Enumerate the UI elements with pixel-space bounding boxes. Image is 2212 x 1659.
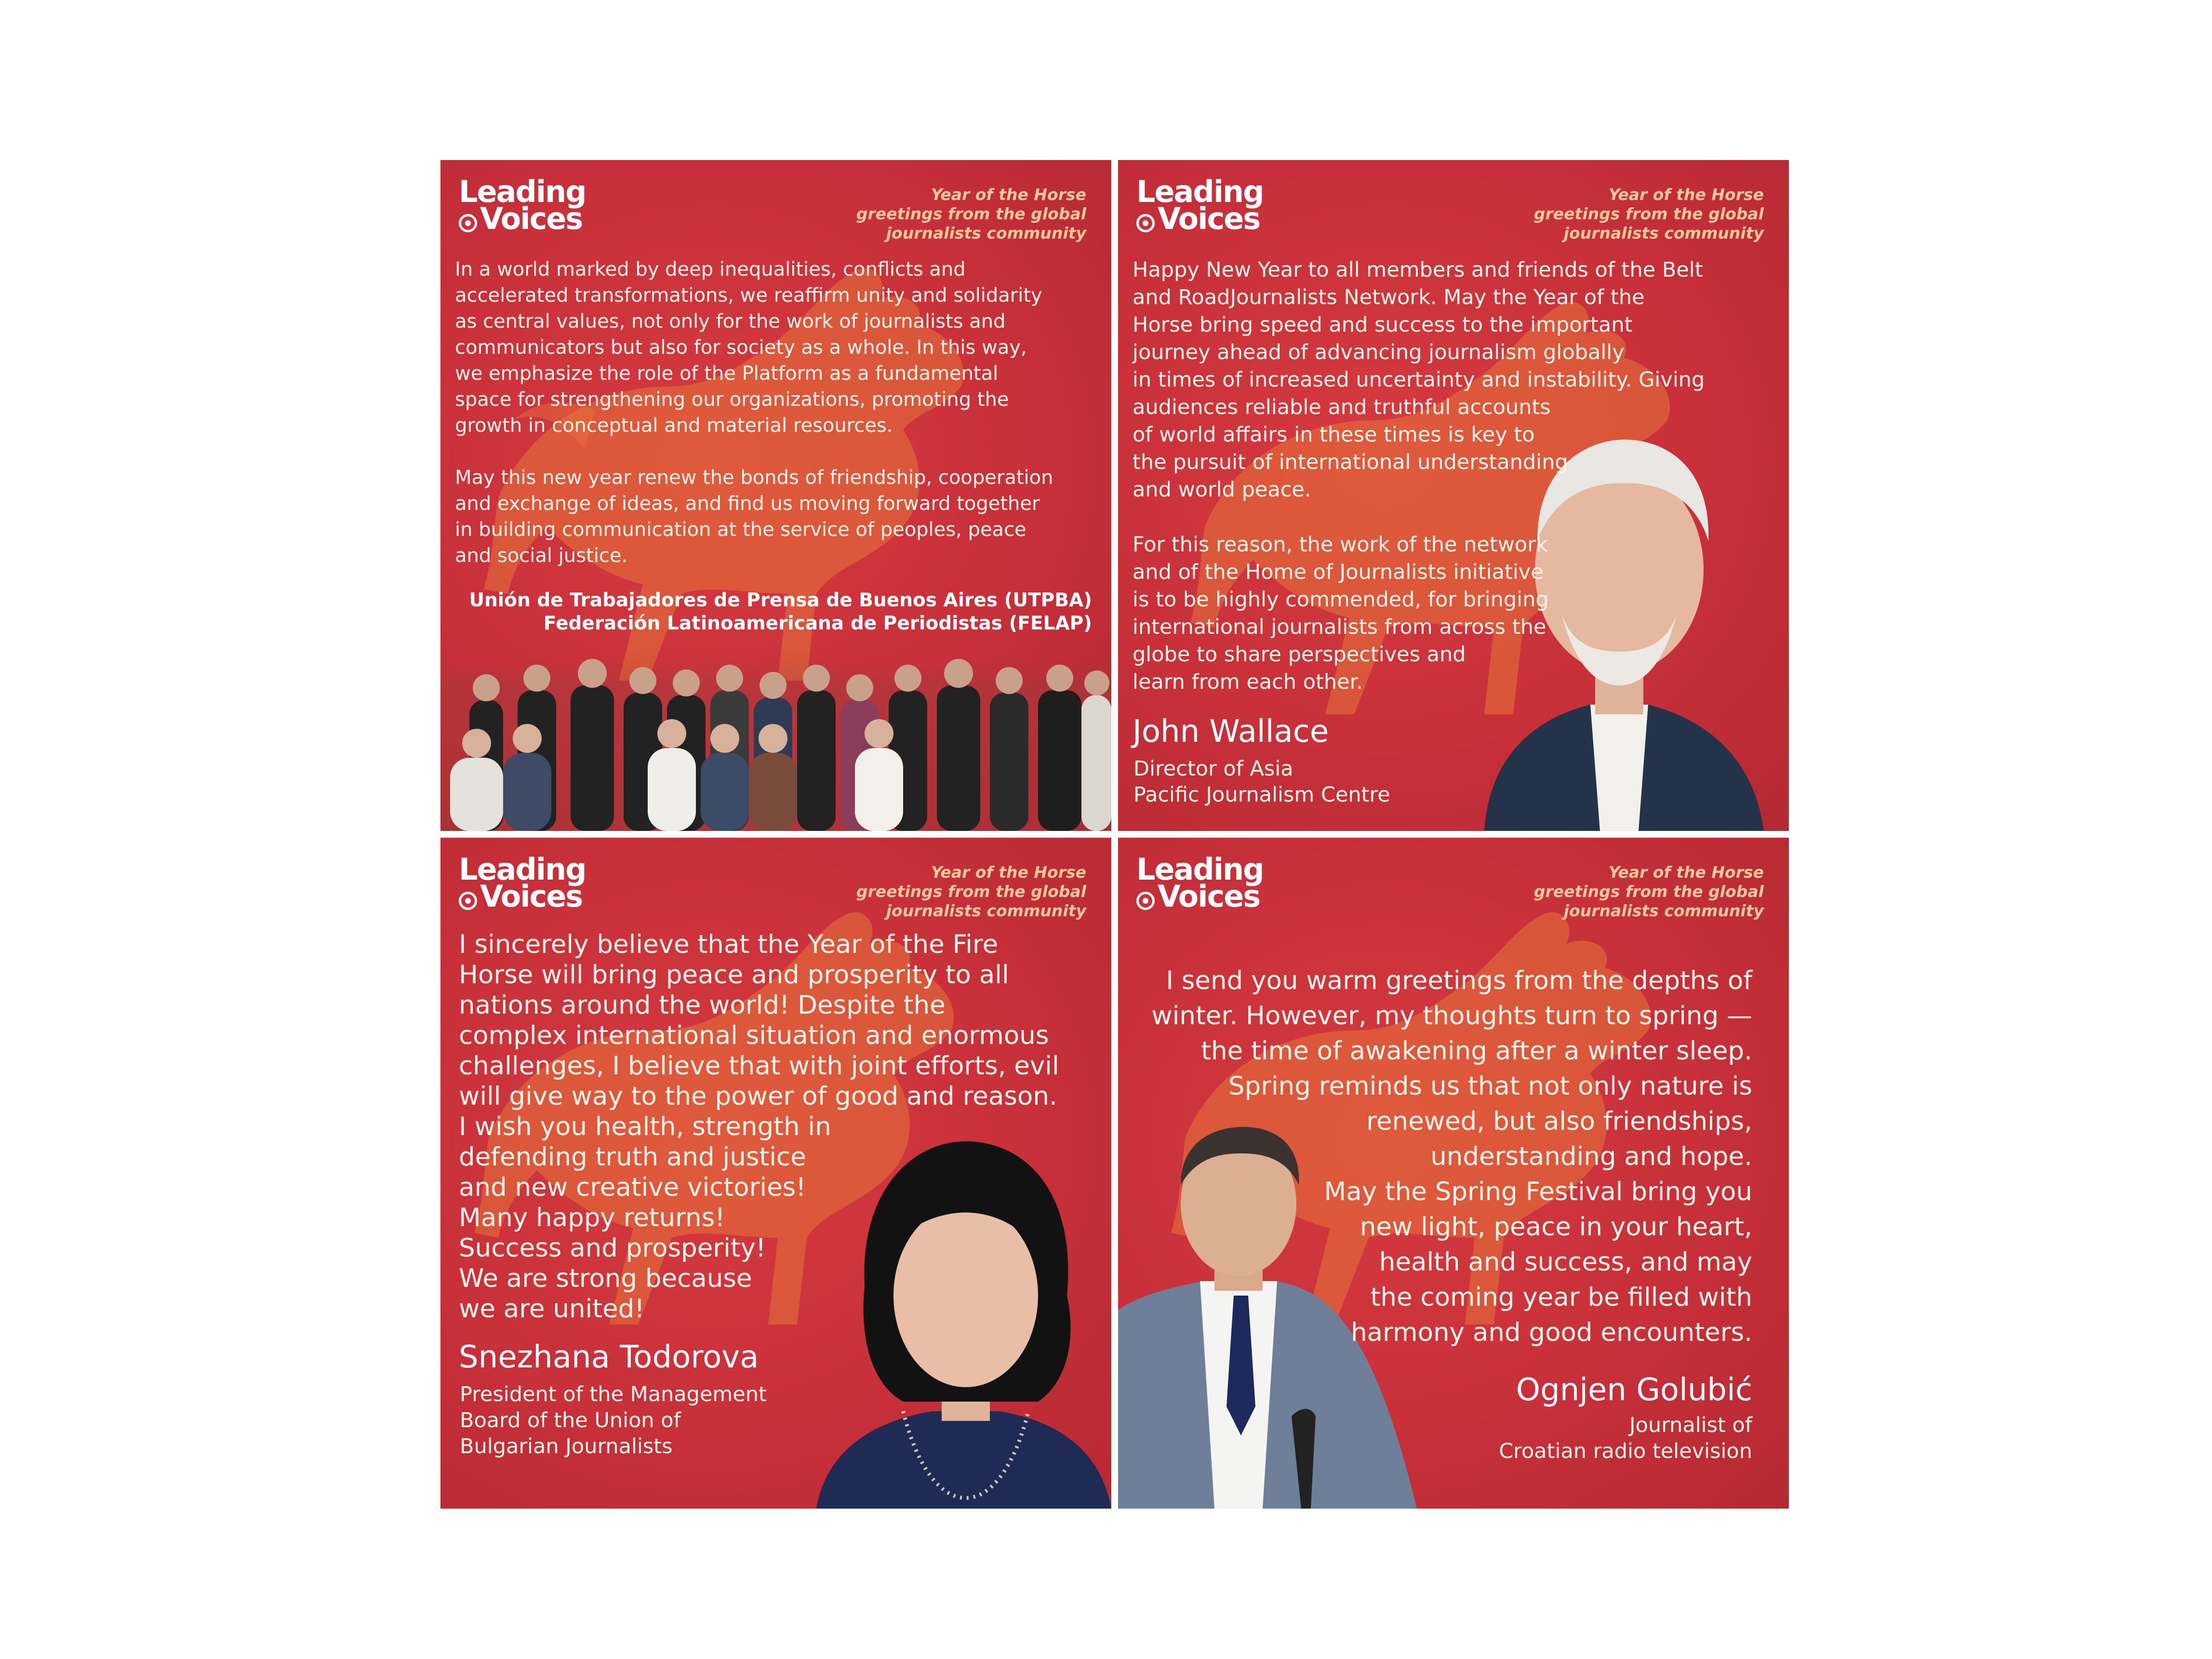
text-line: nations around the world! Despite the: [459, 990, 946, 1020]
tagline-line: Year of the Horse: [1608, 863, 1764, 882]
author-role: [1133, 756, 1390, 808]
text-line: of world affairs in these times is key to: [1133, 423, 1535, 447]
tagline-line: journalists community: [1563, 901, 1764, 920]
tagline-line: greetings from the global: [1533, 204, 1764, 223]
author-name: John Wallace: [1133, 714, 1329, 749]
text-line: the time of awakening after a winter sleep.: [1201, 1036, 1752, 1066]
text-line: For this reason, the work of the network: [1133, 533, 1548, 557]
text-line: and new creative victories!: [459, 1173, 806, 1202]
text-line: and world peace.: [1133, 478, 1311, 502]
greeting-text: [455, 256, 1101, 595]
tagline-line: journalists community: [1563, 224, 1764, 242]
greeting-text: [459, 929, 1105, 1324]
greetings-collage: [435, 154, 1784, 1504]
text-line: health and success, and may: [1379, 1247, 1752, 1277]
text-line: as central values, not only for the work of journalists and: [455, 310, 1006, 333]
tagline: [836, 185, 1086, 243]
role-line: Bulgarian Journalists: [460, 1434, 673, 1458]
greeting-card-snezhana-todorova: [440, 838, 1111, 1509]
text-line: I send you warm greetings from the depths of: [1166, 966, 1752, 995]
logo-text-line2: Voices: [480, 201, 583, 236]
role-line: President of the Management: [460, 1382, 767, 1406]
text-line: complex international situation and enormous: [459, 1021, 1049, 1050]
organization-signature: [469, 589, 1092, 635]
author-name: Ognjen Golubić: [1516, 1372, 1752, 1408]
text-line: is to be highly commended, for bringing: [1133, 588, 1549, 612]
text-line: in times of increased uncertainty and instability. Giving: [1133, 368, 1705, 392]
logo-text-line1: Leading: [1136, 852, 1264, 887]
tagline-line: greetings from the global: [856, 204, 1086, 223]
text-line: and exchange of ideas, and find us moving forward together: [455, 493, 1040, 515]
greeting-text: [1133, 256, 1778, 696]
text-line: and of the Home of Journalists initiative: [1133, 560, 1544, 584]
tagline: [1513, 863, 1764, 921]
group-photo: [440, 647, 1111, 831]
greeting-card-john-wallace: [1118, 160, 1789, 831]
text-line: Success and prosperity!: [459, 1233, 766, 1263]
text-line: the coming year be filled with: [1370, 1283, 1752, 1312]
tagline-line: Year of the Horse: [1608, 185, 1764, 204]
text-line: renewed, but also friendships,: [1366, 1107, 1752, 1136]
logo-text-line1: Leading: [459, 852, 586, 887]
text-line: audiences reliable and truthful accounts: [1133, 395, 1551, 419]
greeting-card-ognjen-golubic: [1118, 838, 1789, 1509]
text-line: We are strong because: [459, 1264, 752, 1293]
text-line: Many happy returns!: [459, 1203, 725, 1232]
tagline-line: Year of the Horse: [931, 863, 1086, 882]
text-line: defending truth and justice: [459, 1142, 806, 1172]
text-line: new light, peace in your heart,: [1359, 1212, 1752, 1242]
logo-text-line1: Leading: [1136, 174, 1264, 209]
text-line: In a world marked by deep inequalities, conflicts and: [455, 258, 966, 281]
text-line: globe to share perspectives and: [1133, 642, 1466, 667]
leading-voices-logo: [1136, 852, 1266, 919]
leading-voices-logo: [459, 852, 589, 919]
logo-text-line2: Voices: [1158, 201, 1260, 236]
tagline-line: greetings from the global: [856, 882, 1086, 901]
text-line: we emphasize the role of the Platform as a fundamental: [455, 362, 999, 385]
radio-wave-icon: [459, 214, 477, 232]
tagline-line: journalists community: [886, 901, 1086, 920]
logo-text-line2: Voices: [1158, 879, 1260, 914]
author-role: [460, 1381, 767, 1459]
text-line: Horse will bring peace and prosperity to all: [459, 960, 1009, 990]
text-line: I wish you health, strength in: [459, 1112, 831, 1141]
radio-wave-icon: [1136, 214, 1155, 232]
text-line: May the Spring Festival bring you: [1324, 1177, 1752, 1206]
role-line: Journalist of: [1629, 1413, 1752, 1437]
text-line: international journalists from across the: [1133, 615, 1546, 639]
text-line: we are united!: [459, 1294, 645, 1324]
tagline: [836, 863, 1086, 921]
author-role: [1499, 1412, 1752, 1464]
text-line: will give way to the power of good and reason.: [459, 1082, 1057, 1111]
text-line: and RoadJournalists Network. May the Year of the: [1133, 285, 1645, 309]
greeting-paragraph: [455, 256, 1101, 439]
greeting-paragraph: [455, 465, 1101, 569]
text-line: May this new year renew the bonds of friendship, cooperation: [455, 467, 1053, 489]
text-line: winter. However, my thoughts turn to spring —: [1151, 1001, 1752, 1030]
text-line: communicators but also for society as a whole. In this way,: [455, 336, 1027, 359]
radio-wave-icon: [459, 892, 477, 910]
text-line: journey ahead of advancing journalism globally: [1133, 340, 1625, 364]
role-line: Croatian radio television: [1499, 1439, 1752, 1463]
leading-voices-logo: [459, 174, 589, 241]
author-name: Snezhana Todorova: [459, 1339, 759, 1375]
tagline-line: journalists community: [886, 224, 1086, 242]
text-line: growth in conceptual and material resources.: [455, 415, 893, 437]
text-line: learn from each other.: [1133, 670, 1363, 694]
text-line: I sincerely believe that the Year of the Fire: [459, 930, 999, 959]
text-line: accelerated transformations, we reaffirm unity and solidarity: [455, 284, 1042, 307]
text-line: space for strengthening our organizations, promoting the: [455, 388, 1009, 411]
text-line: understanding and hope.: [1430, 1142, 1752, 1171]
signature-line: Unión de Trabajadores de Prensa de Buenos Aires (UTPBA): [469, 589, 1092, 611]
tagline-line: greetings from the global: [1533, 882, 1764, 901]
signature-line: Federación Latinoamericana de Periodistas (FELAP): [543, 613, 1092, 634]
greeting-text: [1126, 963, 1752, 1350]
text-line: Spring reminds us that not only nature is: [1228, 1071, 1752, 1101]
text-line: in building communication at the service of peoples, peace: [455, 519, 1026, 541]
tagline-line: Year of the Horse: [931, 185, 1086, 204]
role-line: Director of Asia: [1133, 757, 1293, 781]
logo-text-line2: Voices: [480, 879, 583, 914]
radio-wave-icon: [1136, 892, 1155, 910]
role-line: Pacific Journalism Centre: [1133, 783, 1390, 807]
greeting-card-utpba: [440, 160, 1111, 831]
text-line: Happy New Year to all members and friends of the Belt: [1133, 258, 1703, 282]
text-line: challenges, I believe that with joint efforts, evil: [459, 1051, 1059, 1081]
role-line: Board of the Union of: [460, 1408, 681, 1432]
text-line: harmony and good encounters.: [1351, 1318, 1752, 1347]
text-line: Horse bring speed and success to the important: [1133, 313, 1633, 337]
text-line: and social justice.: [455, 545, 628, 567]
leading-voices-logo: [1136, 174, 1266, 241]
text-line: the pursuit of international understanding: [1133, 450, 1568, 474]
tagline: [1513, 185, 1764, 243]
logo-text-line1: Leading: [459, 174, 586, 209]
